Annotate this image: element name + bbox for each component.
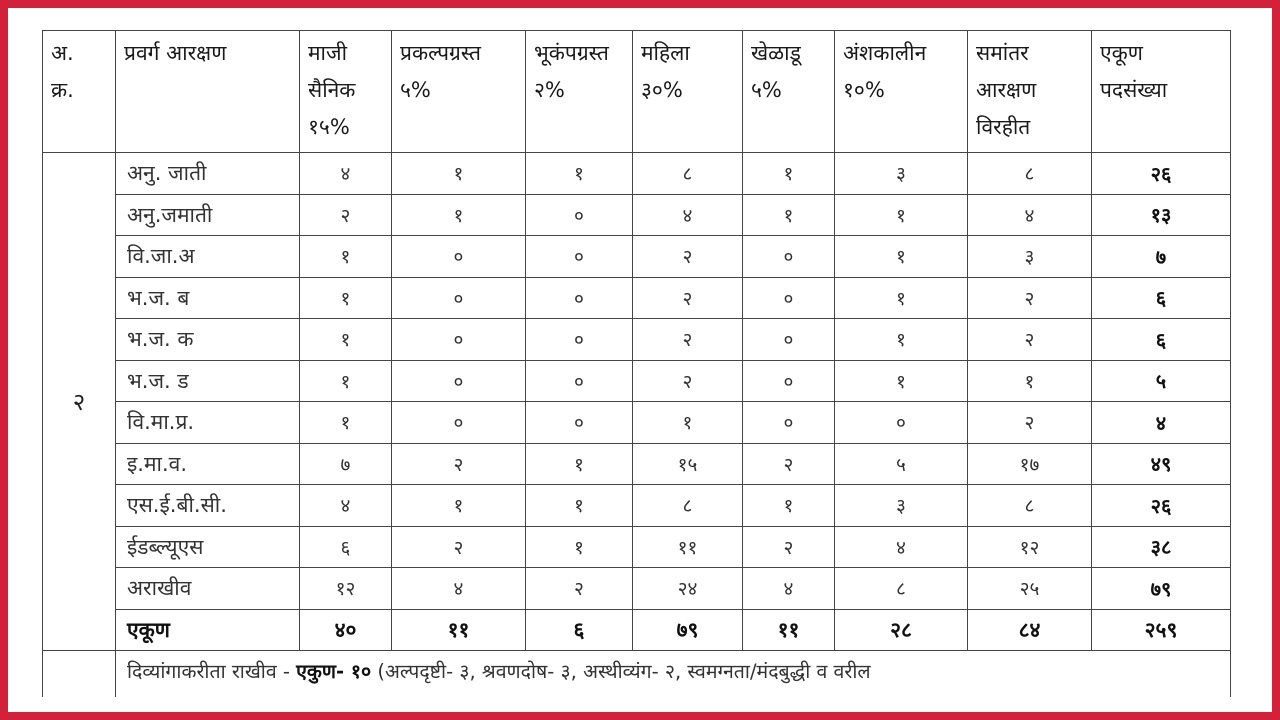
category-cell: भ.ज. ड	[116, 360, 300, 402]
value-cell: ०	[835, 402, 968, 444]
value-cell: १	[300, 236, 392, 278]
note-details: (अल्पदृष्टी- ३, श्रवणदोष- ३, अस्थीव्यंग- २, स्वमग्नता/मंदबुद्धी व वरील	[371, 660, 871, 683]
table-row	[43, 443, 1231, 485]
value-cell: ४	[968, 194, 1092, 236]
note-total: एकुण- १०	[296, 660, 372, 683]
value-cell: ८	[968, 485, 1092, 527]
value-cell: ८	[633, 485, 743, 527]
value-cell: ६	[300, 526, 392, 568]
value-cell: १	[526, 485, 633, 527]
serial-header: अ. क्र.	[43, 31, 116, 153]
category-cell: अनु.जमाती	[116, 194, 300, 236]
value-cell: १	[392, 194, 526, 236]
value-cell: १	[392, 485, 526, 527]
total-value-cell: ८४	[968, 609, 1092, 651]
value-cell: १२	[300, 568, 392, 610]
category-cell: अनु. जाती	[116, 153, 300, 195]
value-cell: १	[300, 319, 392, 361]
table-row	[43, 402, 1231, 444]
table-body	[43, 153, 1231, 698]
value-cell: ०	[743, 402, 835, 444]
value-cell: १	[526, 153, 633, 195]
value-cell: ३	[968, 236, 1092, 278]
row-total-cell: ७	[1092, 236, 1231, 278]
table-row	[43, 568, 1231, 610]
category-cell: ईडब्ल्यूएस	[116, 526, 300, 568]
category-header: प्रवर्ग आरक्षण	[116, 31, 300, 153]
value-cell: ४	[835, 526, 968, 568]
value-cell: ८	[835, 568, 968, 610]
total-label: एकूण	[116, 609, 300, 651]
total-value-cell: २८	[835, 609, 968, 651]
value-cell: १	[835, 194, 968, 236]
value-cell: १५	[633, 443, 743, 485]
value-cell: १७	[968, 443, 1092, 485]
value-cell: ०	[392, 402, 526, 444]
women-header: महिला ३०%	[633, 31, 743, 153]
value-cell: १	[835, 319, 968, 361]
value-cell: १	[300, 277, 392, 319]
value-cell: ०	[526, 236, 633, 278]
table-row	[43, 277, 1231, 319]
without-parallel-header: समांतर आरक्षण विरहीत	[968, 31, 1092, 153]
value-cell: २	[526, 568, 633, 610]
row-total-cell: १३	[1092, 194, 1231, 236]
value-cell: १	[835, 236, 968, 278]
earthquake-affected-header: भूकंपग्रस्त २%	[526, 31, 633, 153]
value-cell: २	[392, 443, 526, 485]
part-time-header: अंशकालीन १०%	[835, 31, 968, 153]
value-cell: ४	[300, 485, 392, 527]
value-cell: २४	[633, 568, 743, 610]
value-cell: २	[633, 319, 743, 361]
note-prefix: दिव्यांगाकरीता राखीव -	[127, 660, 297, 683]
row-total-cell: ४९	[1092, 443, 1231, 485]
category-cell: अराखीव	[116, 568, 300, 610]
value-cell: २	[743, 526, 835, 568]
table-row	[43, 236, 1231, 278]
value-cell: २	[392, 526, 526, 568]
value-cell: १	[743, 485, 835, 527]
serial-number: २	[43, 153, 116, 651]
value-cell: १	[835, 277, 968, 319]
value-cell: १२	[968, 526, 1092, 568]
reservation-table	[42, 30, 1231, 697]
value-cell: १	[300, 402, 392, 444]
row-total-cell: ४	[1092, 402, 1231, 444]
document-frame	[8, 8, 1272, 712]
total-row	[43, 609, 1231, 651]
row-total-cell: ५	[1092, 360, 1231, 402]
table-row	[43, 319, 1231, 361]
value-cell: ०	[526, 319, 633, 361]
value-cell: ४	[392, 568, 526, 610]
value-cell: २५	[968, 568, 1092, 610]
total-value-cell: ४०	[300, 609, 392, 651]
value-cell: ०	[526, 194, 633, 236]
value-cell: ५	[835, 443, 968, 485]
value-cell: १	[526, 526, 633, 568]
row-total-cell: ७९	[1092, 568, 1231, 610]
value-cell: ०	[743, 360, 835, 402]
value-cell: ७	[300, 443, 392, 485]
table-row	[43, 153, 1231, 195]
category-cell: वि.मा.प्र.	[116, 402, 300, 444]
category-cell: भ.ज. ब	[116, 277, 300, 319]
value-cell: १	[392, 153, 526, 195]
value-cell: ४	[743, 568, 835, 610]
value-cell: १	[835, 360, 968, 402]
value-cell: २	[300, 194, 392, 236]
total-value-cell: ११	[743, 609, 835, 651]
row-total-cell: ६	[1092, 319, 1231, 361]
value-cell: ३	[835, 153, 968, 195]
value-cell: २	[968, 402, 1092, 444]
category-cell: एस.ई.बी.सी.	[116, 485, 300, 527]
category-cell: इ.मा.व.	[116, 443, 300, 485]
value-cell: २	[968, 319, 1092, 361]
value-cell: ११	[633, 526, 743, 568]
total-value-cell: ११	[392, 609, 526, 651]
value-cell: ८	[968, 153, 1092, 195]
value-cell: ०	[526, 402, 633, 444]
row-total-cell: ६	[1092, 277, 1231, 319]
value-cell: ०	[526, 277, 633, 319]
value-cell: १	[743, 153, 835, 195]
header-row	[43, 31, 1231, 153]
value-cell: २	[743, 443, 835, 485]
value-cell: ०	[743, 236, 835, 278]
value-cell: ०	[392, 236, 526, 278]
value-cell: ०	[392, 277, 526, 319]
total-value-cell: ६	[526, 609, 633, 651]
table-row	[43, 194, 1231, 236]
value-cell: २	[633, 360, 743, 402]
disability-note	[116, 651, 1231, 698]
value-cell: २	[633, 277, 743, 319]
value-cell: १	[300, 360, 392, 402]
total-value-cell: ७९	[633, 609, 743, 651]
value-cell: १	[743, 194, 835, 236]
value-cell: ०	[526, 360, 633, 402]
table-row	[43, 485, 1231, 527]
row-total-cell: २६	[1092, 153, 1231, 195]
value-cell: १	[968, 360, 1092, 402]
value-cell: ०	[392, 360, 526, 402]
value-cell: ४	[633, 194, 743, 236]
ex-servicemen-header: माजी सैनिक १५%	[300, 31, 392, 153]
category-cell: भ.ज. क	[116, 319, 300, 361]
value-cell: २	[968, 277, 1092, 319]
category-cell: वि.जा.अ	[116, 236, 300, 278]
value-cell: २	[633, 236, 743, 278]
total-value-cell: २५९	[1092, 609, 1231, 651]
note-row	[43, 651, 1231, 698]
value-cell: ८	[633, 153, 743, 195]
note-blank-cell	[43, 651, 116, 698]
table-row	[43, 526, 1231, 568]
value-cell: ०	[392, 319, 526, 361]
sports-header: खेळाडू ५%	[743, 31, 835, 153]
project-affected-header: प्रकल्पग्रस्त ५%	[392, 31, 526, 153]
value-cell: १	[526, 443, 633, 485]
value-cell: ०	[743, 319, 835, 361]
total-posts-header: एकूण पदसंख्या	[1092, 31, 1231, 153]
value-cell: ४	[300, 153, 392, 195]
row-total-cell: ३८	[1092, 526, 1231, 568]
table-row	[43, 360, 1231, 402]
row-total-cell: २६	[1092, 485, 1231, 527]
value-cell: ३	[835, 485, 968, 527]
value-cell: ०	[743, 277, 835, 319]
value-cell: १	[633, 402, 743, 444]
